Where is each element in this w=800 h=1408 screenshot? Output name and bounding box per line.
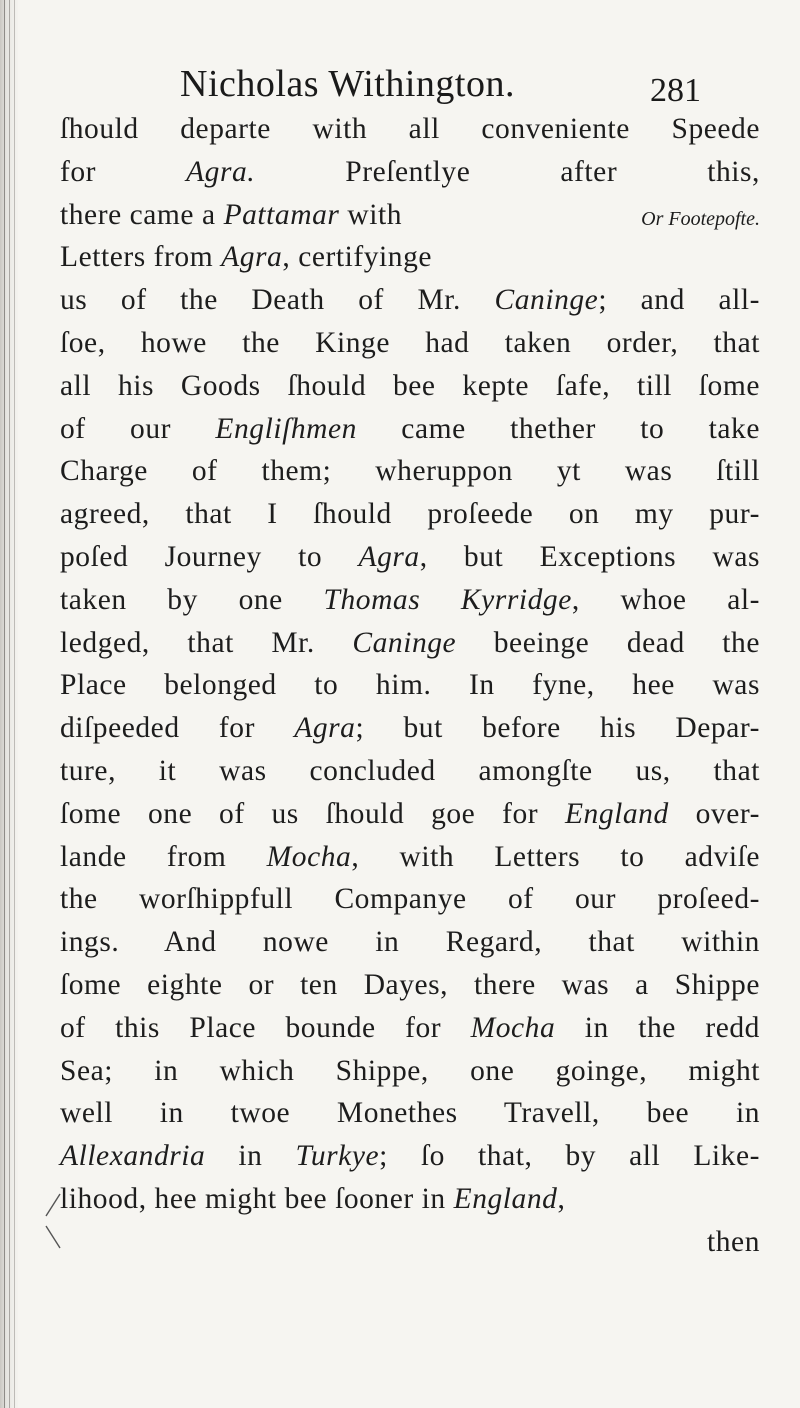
- text-line: [60, 450, 760, 493]
- text-run: Place belonged to him. In fyne, hee was: [60, 669, 760, 702]
- text-run: ; and all-: [598, 284, 760, 317]
- text-run: agreed, that I ſhould proſeede on my pur-: [60, 498, 760, 531]
- bracket-mark: [40, 1192, 64, 1250]
- italic-run: Mocha: [266, 840, 352, 873]
- text-run: of our: [60, 412, 216, 445]
- text-run: , but Exceptions was: [419, 540, 760, 573]
- text-line: [60, 279, 760, 322]
- text-line: [60, 793, 760, 836]
- text-run: there came a: [60, 198, 224, 231]
- text-run: came thether to take: [356, 412, 760, 445]
- text-run: ; ſo that, by all Like-: [379, 1140, 760, 1173]
- margin-note: Or Footepofte.: [641, 207, 760, 230]
- text-line: [60, 921, 760, 964]
- text-run: with: [339, 198, 402, 231]
- text-run: ; but before his Depar-: [355, 712, 760, 745]
- text-line: [60, 365, 760, 408]
- italic-run: Allexandria: [60, 1140, 206, 1173]
- text-run: ſome eighte or ten Dayes, there was a Shippe: [60, 968, 760, 1001]
- italic-run: Mocha: [470, 1011, 556, 1044]
- italic-run: Caninge: [494, 284, 599, 317]
- text-line: [60, 322, 760, 365]
- text-run: Sea; in which Shippe, one goinge, might: [60, 1054, 760, 1087]
- italic-run: Agra: [294, 712, 356, 745]
- text-line: [60, 1050, 760, 1093]
- text-run: Letters from: [60, 241, 222, 274]
- italic-run: England: [453, 1182, 558, 1215]
- italic-run: Agra.: [186, 155, 256, 188]
- text-run: well in twoe Monethes Travell, bee in: [60, 1097, 760, 1130]
- body-text: [60, 108, 760, 1264]
- text-run: over-: [668, 797, 760, 830]
- binding-rule: [9, 0, 10, 1408]
- text-line: [60, 750, 760, 793]
- text-run: , whoe al-: [571, 583, 760, 616]
- text-line: [60, 408, 760, 451]
- text-run: Charge of them; wheruppon yt was ſtill: [60, 455, 760, 488]
- text-run: ſhould departe with all conveniente Speede: [60, 113, 760, 145]
- text-run: for: [60, 155, 187, 188]
- text-run: , with Letters to adviſe: [351, 840, 761, 873]
- binding-rule: [4, 0, 5, 1408]
- text-run: lihood, hee might bee ſooner in: [60, 1182, 454, 1215]
- text-run: taken by one: [60, 583, 324, 616]
- text-line: [60, 878, 760, 921]
- text-run: ,: [557, 1182, 566, 1215]
- italic-run: Caninge: [352, 626, 457, 659]
- text-line: [60, 1135, 760, 1178]
- text-line: [60, 707, 760, 750]
- text-line: [60, 579, 760, 622]
- italic-run: Engliſhmen: [215, 412, 357, 445]
- text-run: Preſentlye after this,: [255, 155, 760, 188]
- text-line: [60, 536, 760, 579]
- text-run: diſpeeded for: [60, 712, 295, 745]
- text-run: lande from: [60, 840, 267, 873]
- text-run: ledged, that Mr.: [60, 626, 353, 659]
- italic-run: Pattamar: [223, 198, 340, 231]
- running-header: Nicholas Withington.: [180, 63, 515, 105]
- text-run: ſoe, howe the Kinge had taken order, that: [60, 326, 760, 359]
- italic-run: Thomas Kyrridge: [323, 583, 572, 616]
- text-line: [60, 493, 760, 536]
- text-line: [60, 964, 760, 1007]
- text-run: us of the Death of Mr.: [60, 284, 495, 317]
- text-line: [60, 664, 760, 707]
- text-line: [60, 194, 760, 237]
- text-run: ſome one of us ſhould goe for: [60, 797, 565, 830]
- italic-run: Agra: [221, 241, 283, 274]
- text-line: [60, 151, 760, 194]
- text-line: [60, 1092, 760, 1135]
- binding-rule: [14, 0, 15, 1408]
- italic-run: England: [564, 797, 669, 830]
- page-number: 281: [650, 72, 701, 109]
- text-run: ings. And nowe in Regard, that within: [60, 926, 760, 959]
- text-run: poſed Journey to: [60, 540, 359, 573]
- text-run: all his Goods ſhould bee kepte ſafe, till ſome: [60, 369, 760, 402]
- text-line: [60, 1007, 760, 1050]
- text-line: [60, 1178, 760, 1221]
- text-run: of this Place bounde for: [60, 1011, 471, 1044]
- text-run: ture, it was concluded amongſte us, that: [60, 754, 760, 787]
- text-run: in: [205, 1140, 296, 1173]
- italic-run: Agra: [358, 540, 420, 573]
- text-run: in the redd: [555, 1011, 760, 1044]
- text-run: the worſhippfull Companye of our proſeed-: [60, 883, 760, 916]
- text-line: [60, 836, 760, 879]
- text-run: , certifyinge: [282, 241, 433, 274]
- italic-run: Turkye: [295, 1140, 380, 1173]
- catchword: then: [707, 1225, 760, 1258]
- text-line: [60, 622, 760, 665]
- text-line: [60, 236, 760, 279]
- text-run: beeinge dead the: [456, 626, 760, 659]
- text-line: [60, 108, 760, 151]
